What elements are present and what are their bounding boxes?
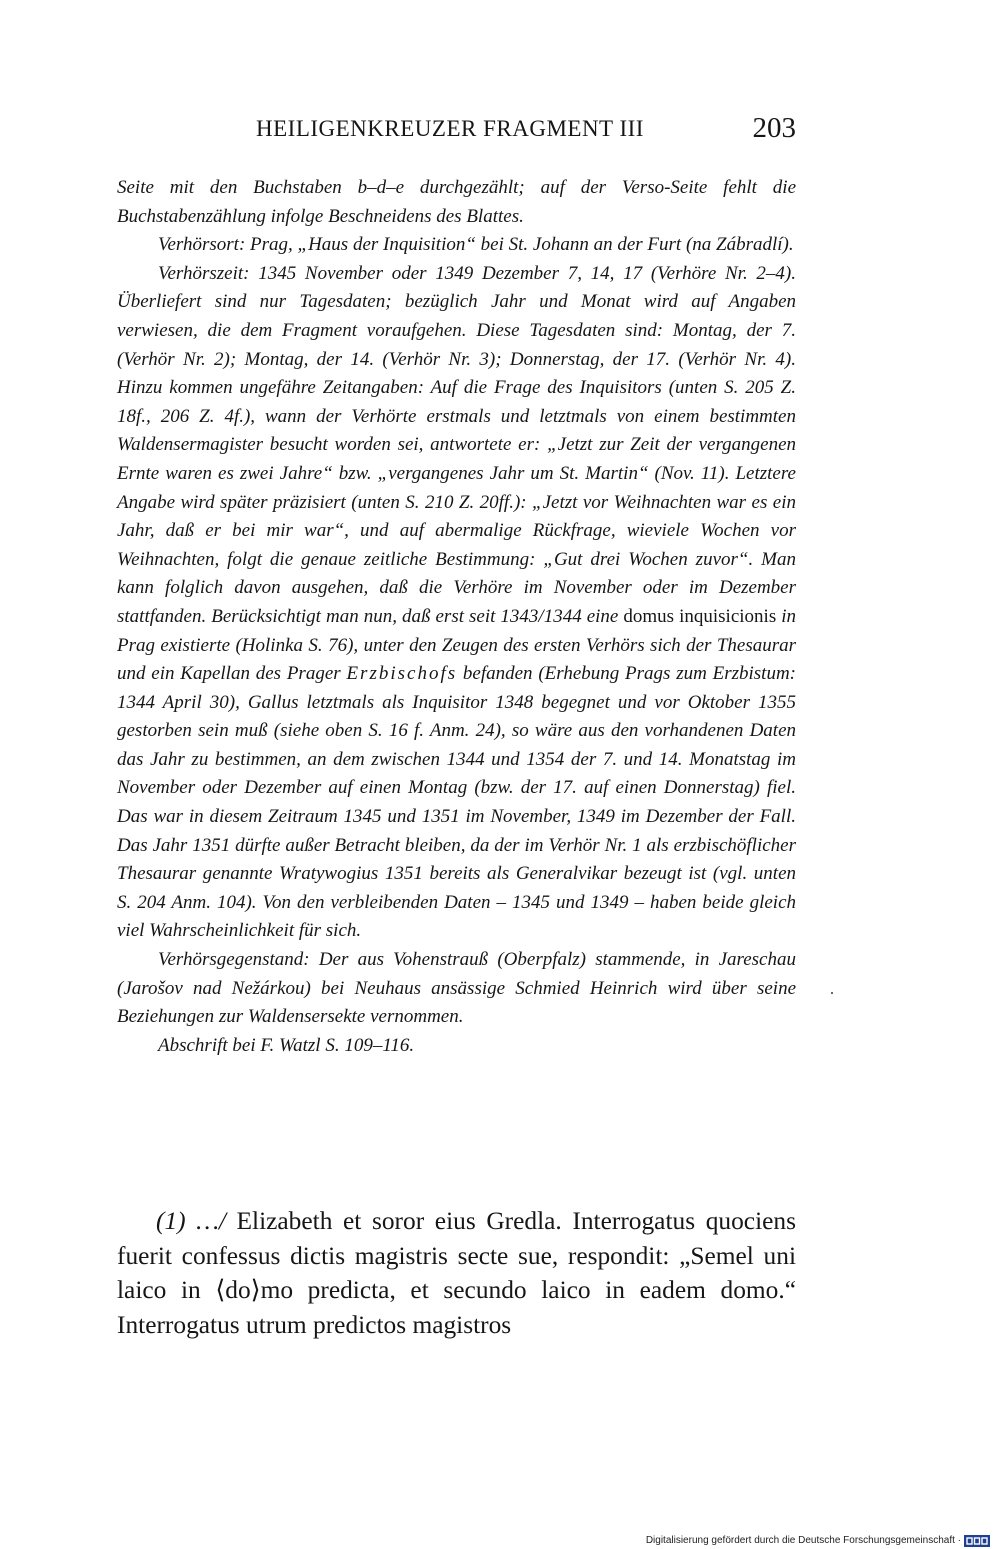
intro-paragraph-hearing-place: Verhörsort: Prag, „Haus der Inquisition“ bei St. Johann an der Furt (na Zábradlí). bbox=[158, 234, 794, 256]
digitization-footer bbox=[606, 1532, 990, 1549]
running-head bbox=[256, 112, 796, 146]
hearing-date-text-part-1: Verhörszeit: 1345 November oder 1349 Dezember 7, 14, 17 (Verhöre Nr. 2–4). Überliefert sind nur Tagesdaten; bezüglich Jahr und Monat wird auf Angaben verwiesen, die dem Fragment voraufgehen. Diese Tagesdaten sind: Montag, der 7. (Verhör Nr. 2); Montag, der 14. (Verhör Nr. 3); Donnerstag, der 17. (Verhör Nr. 4). Hinzu kommen ungefähre Zeitangaben: Auf die Frage des Inquisitors (unten S. 205 Z. 18f., 206 Z. 4f.), wann der Verhörte erstmals und letztmals von einem bestimmten Waldensermagister besucht worden sei, antwortete er: „Jetzt zur Zeit der vergangenen Ernte waren es zwei Jahre“ bzw. „vergangenes Jahr um St. Martin“ (Nov. 11). Letztere Angabe wird später präzisiert (unten S. 210 Z. 20ff.): „Jetzt vor Weihnachten war es ein Jahr, daß er bei mir war“, und auf abermalige Rückfrage, wieviele Wochen vor Weihnachten, folgt die genaue zeitliche Bestimmung: „Gut drei Wochen zuvor“. Man kann folglich davon ausgehen, daß die Verhöre im November oder im Dezember stattfanden. Berücksichtigt man nun, daß erst seit 1343/1344 eine bbox=[117, 262, 796, 627]
intro-paragraph-transcript-reference: Abschrift bei F. Watzl S. 109–116. bbox=[158, 1034, 415, 1056]
hearing-date-text-part-3: befanden (Erhebung Prags zum Erzbistum: 1344 April 30), Gallus letztmals als Inquisitor 1348 begegnet und vor Oktober 1355 gestorben sein muß (siehe oben S. 16 f. Anm. 24), so wäre aus den vorhandenen Daten das Jahr zu bestimmen, an dem zwischen 1344 und 1354 der 7. und 14. Monatstag im November oder Dezember auf einen Montag (bzw. der 17. auf einen Donnerstag) fiel. Das war in diesem Zeitraum 1345 und 1351 im November, 1349 im Dezember der Fall. Das Jahr 1351 dürfte außer Betracht bleiben, da der im Verhör Nr. 1 als erzbischöflicher Thesaurar genannte Wratywogius 1351 bereits als Generalvikar bezeugt ist (vgl. unten S. 204 Anm. 104). Von den verbleibenden Daten – 1345 und 1349 – haben beide gleich viel Wahrscheinlichkeit für sich. bbox=[117, 663, 796, 942]
edition-text-section bbox=[117, 1204, 796, 1342]
latin-term-domus-inquisicionis: domus inquisicionis bbox=[623, 605, 777, 627]
intro-paragraph-hearing-date bbox=[117, 260, 796, 946]
introduction-section bbox=[117, 174, 796, 1060]
dfg-logo-icon bbox=[964, 1535, 990, 1547]
running-title: HEILIGENKREUZER FRAGMENT III bbox=[256, 116, 644, 141]
intro-paragraph-hearing-subject: Verhörsgegenstand: Der aus Vohenstrauß (Oberpfalz) stammende, in Jareschau (Jarošov nad Nežárkou) bei Neuhaus ansässige Schmied Heinrich wird über seine Beziehungen zur Waldensersekte vernommen. bbox=[117, 949, 796, 1028]
hearing-date-text-part-2: in Prag existierte (Holinka S. 76), unter den Zeugen des ersten Verhörs sich der Thesaurar und ein Kapellan des Prager bbox=[117, 605, 797, 685]
intro-paragraph-leaf-description: Seite mit den Buchstaben b–d–e durchgezählt; auf der Verso-Seite fehlt die Buchstabenzählung infolge Beschneidens des Blattes. bbox=[117, 177, 796, 227]
scan-speck bbox=[831, 992, 833, 994]
edition-latin-text: Elizabeth et soror eius Gredla. Interrogatus quociens fuerit confessus dictis magistris secte sue, respondit: „Semel uni laico in ⟨do⟩mo predicta, et secundo laico in eadem domo.“ Interrogatus utrum predictos magistros bbox=[117, 1207, 796, 1339]
dfg-credit-text: Digitalisierung gefördert durch die Deutsche Forschungsgemeinschaft · bbox=[645, 1535, 961, 1546]
edition-paragraph bbox=[117, 1204, 796, 1342]
hearing-number-marker: (1) …/ bbox=[156, 1207, 226, 1235]
spaced-word-erzbischofs: Erzbischofs bbox=[346, 663, 458, 685]
page-number: 203 bbox=[752, 112, 796, 144]
